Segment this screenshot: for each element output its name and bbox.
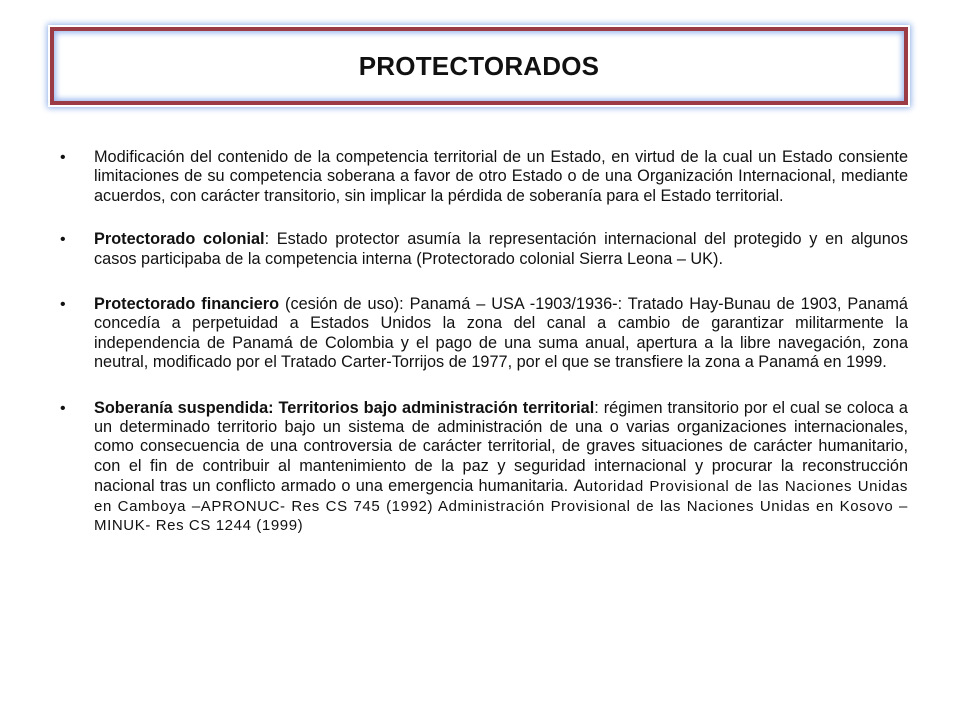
bullet-list	[60, 148, 908, 536]
bullet-item-soberania	[60, 399, 908, 536]
bullet-dot: •	[60, 149, 66, 166]
title-frame	[50, 27, 908, 105]
financiero-term: Protectorado financiero	[94, 295, 280, 314]
financiero-text: (cesión de uso): Panamá – USA -1903/1936-: Tratado Hay-Bunau de 1903, Panamá concedía a perpetuidad a Estados Unidos la zona del canal a cambio de garantizar militarmente la independencia de Panamá de Colombia y el pago de una suma anual, apertura a la libre navegación, zona neutral, modificado por el Tratado Carter-Torrijos de 1977, por el que se transfiere la zona a Panamá en 1999.	[94, 295, 908, 372]
bullet-dot: •	[60, 231, 66, 249]
citation-initial: A	[573, 476, 585, 496]
slide-title: PROTECTORADOS	[358, 50, 600, 81]
citation-text: utoridad Provisional de las Naciones Unidas en Camboya –APRONUC- Res CS 745 (1992) Administración Provisional de las Naciones Unidas en Kosovo –MINUK- Res CS 1244 (1999)	[94, 478, 908, 535]
bullet-dot: •	[60, 399, 66, 417]
soberania-text: : régimen transitorio por el cual se coloca a un determinado territorio bajo un sistema de administración de una o varias organizaciones internacionales, como consecuencia de una controversia de carácter territorial, de graves situaciones de carácter humanitario, con el fin de contribuir al mantenimiento de la paz y seguridad internacional y procurar la reconstrucción nacional tras un conflicto armado o una emergencia humanitaria.	[94, 398, 908, 496]
colonial-text: : Estado protector asumía la representación internacional del protegido y en algunos casos participaba de la competencia interna (Protectorado colonial Sierra Leona – UK).	[94, 230, 908, 268]
bullet-item-definition	[60, 148, 908, 206]
colonial-term: Protectorado colonial	[94, 230, 265, 249]
bullet-item-colonial	[60, 230, 908, 269]
definition-text: Modificación del contenido de la competencia territorial de un Estado, en virtud de la cual un Estado consiente limitaciones de su competencia soberana a favor de otro Estado o de una Organización Internacional, mediante acuerdos, con carácter transitorio, sin implicar la pérdida de soberanía para el Estado territorial.	[94, 148, 908, 205]
bullet-item-financiero	[60, 295, 908, 373]
bullet-dot: •	[60, 296, 66, 314]
soberania-term: Soberanía suspendida: Territorios bajo administración territorial	[94, 398, 595, 417]
